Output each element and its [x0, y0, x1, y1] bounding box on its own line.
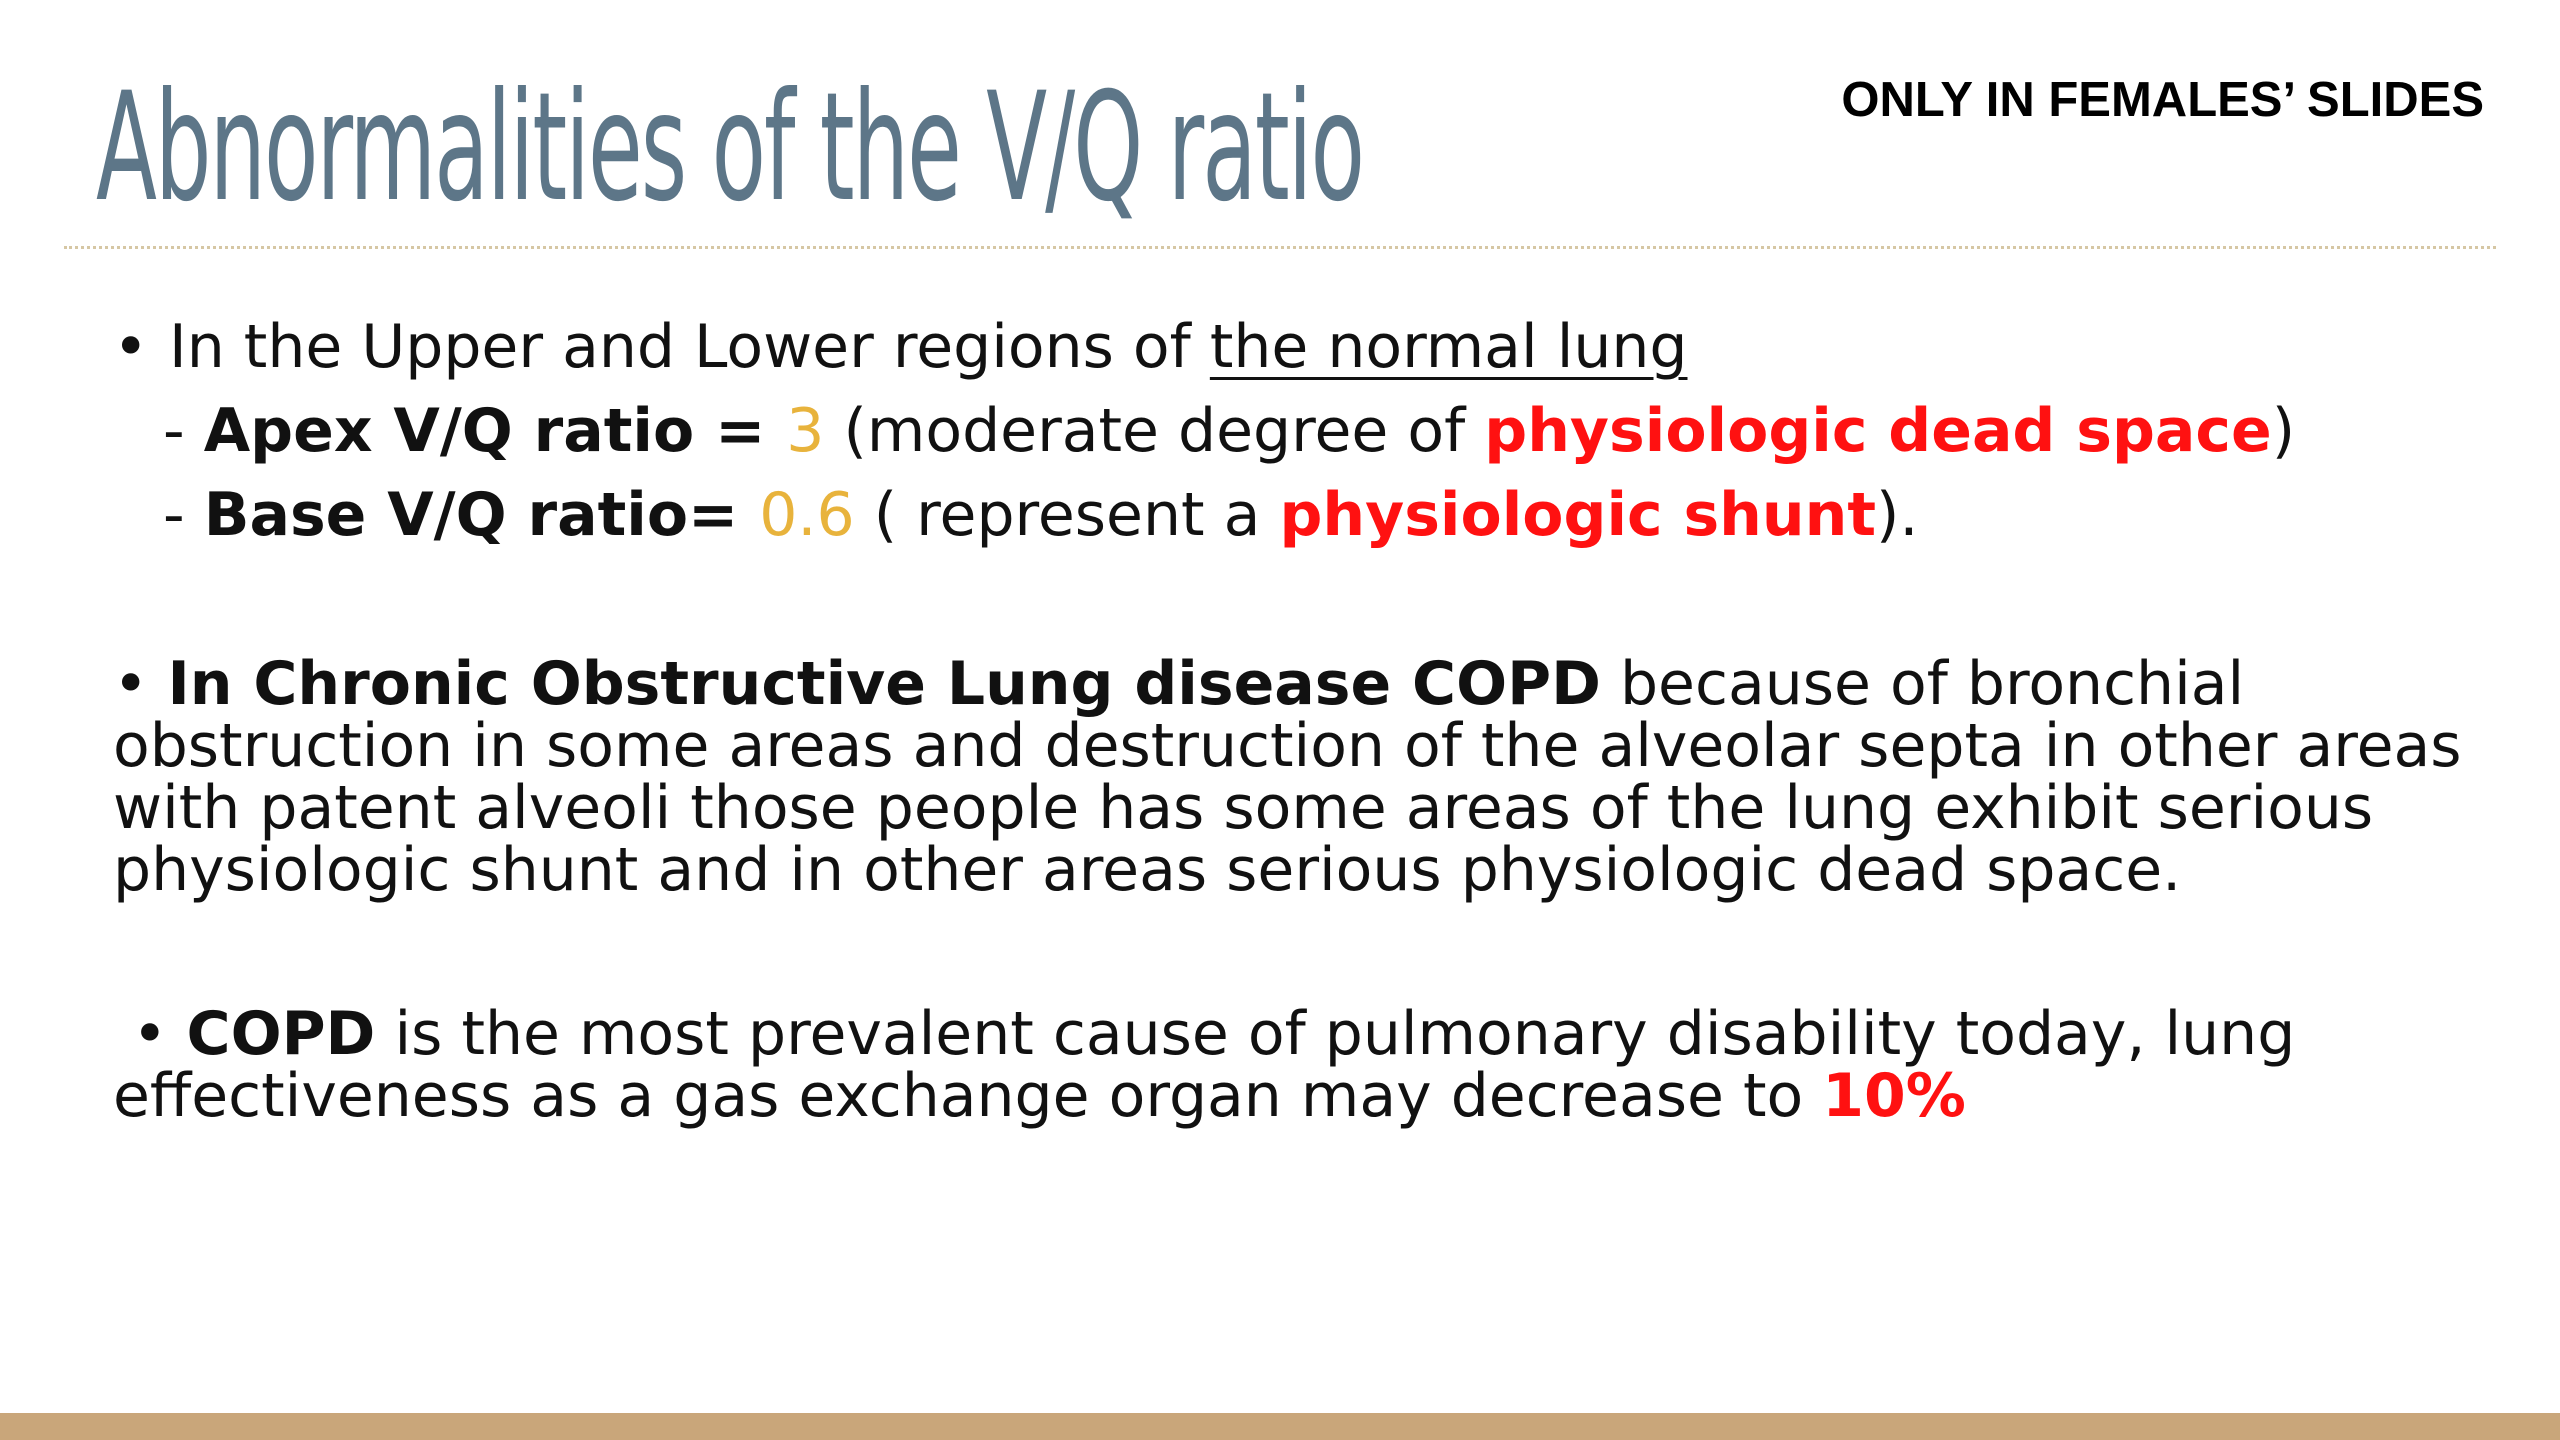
copd-mechanism-text: because of bronchial obstruction in some areas and destruction of the alveolar septa in other areas with patent alveoli those people has some areas of the lung exhibit serious physiologic shunt and in other areas serious physiologic dead space.	[113, 649, 2462, 905]
base-highlight: physiologic shunt	[1279, 480, 1877, 550]
corner-note: ONLY IN FEMALES’ SLIDES	[1841, 73, 2484, 127]
base-label: Base V/Q ratio=	[203, 480, 760, 550]
base-value: 0.6	[759, 480, 855, 550]
normal-lung-bullet	[113, 305, 2493, 389]
normal-lung-section	[113, 305, 2493, 557]
copd-prevalence-paragraph	[113, 999, 2493, 1131]
copd-label: COPD	[186, 999, 376, 1069]
base-line	[113, 473, 2493, 557]
footer-bar	[0, 1413, 2560, 1440]
apex-highlight: physiologic dead space	[1484, 396, 2272, 466]
intro-underlined-text: the normal lung	[1209, 312, 1688, 382]
bullet-icon: •	[113, 649, 149, 719]
intro-text: In the Upper and Lower regions of	[169, 312, 1210, 382]
slide-title: Abnormalities of the V/Q ratio	[96, 61, 1364, 235]
apex-label: Apex V/Q ratio =	[203, 396, 787, 466]
bullet-icon: •	[113, 312, 149, 382]
slide-content	[113, 305, 2493, 1131]
copd-heading: In Chronic Obstructive Lung disease COPD	[167, 649, 1601, 719]
base-text: ( represent a	[854, 480, 1280, 550]
apex-line	[113, 389, 2493, 473]
base-prefix: -	[163, 480, 204, 550]
copd-mechanism-paragraph	[113, 649, 2493, 905]
bullet-icon: •	[132, 999, 168, 1069]
apex-text: (moderate degree of	[824, 396, 1485, 466]
percentage-highlight: 10%	[1822, 1061, 1966, 1131]
apex-value: 3	[786, 396, 825, 466]
title-divider	[64, 246, 2496, 249]
base-close: ).	[1876, 480, 1919, 550]
apex-close: )	[2271, 396, 2296, 466]
copd-prevalence-text: is the most prevalent cause of pulmonary disability today, lung effectiveness as a gas exchange organ may decrease to	[113, 999, 2296, 1131]
apex-prefix: -	[163, 396, 204, 466]
